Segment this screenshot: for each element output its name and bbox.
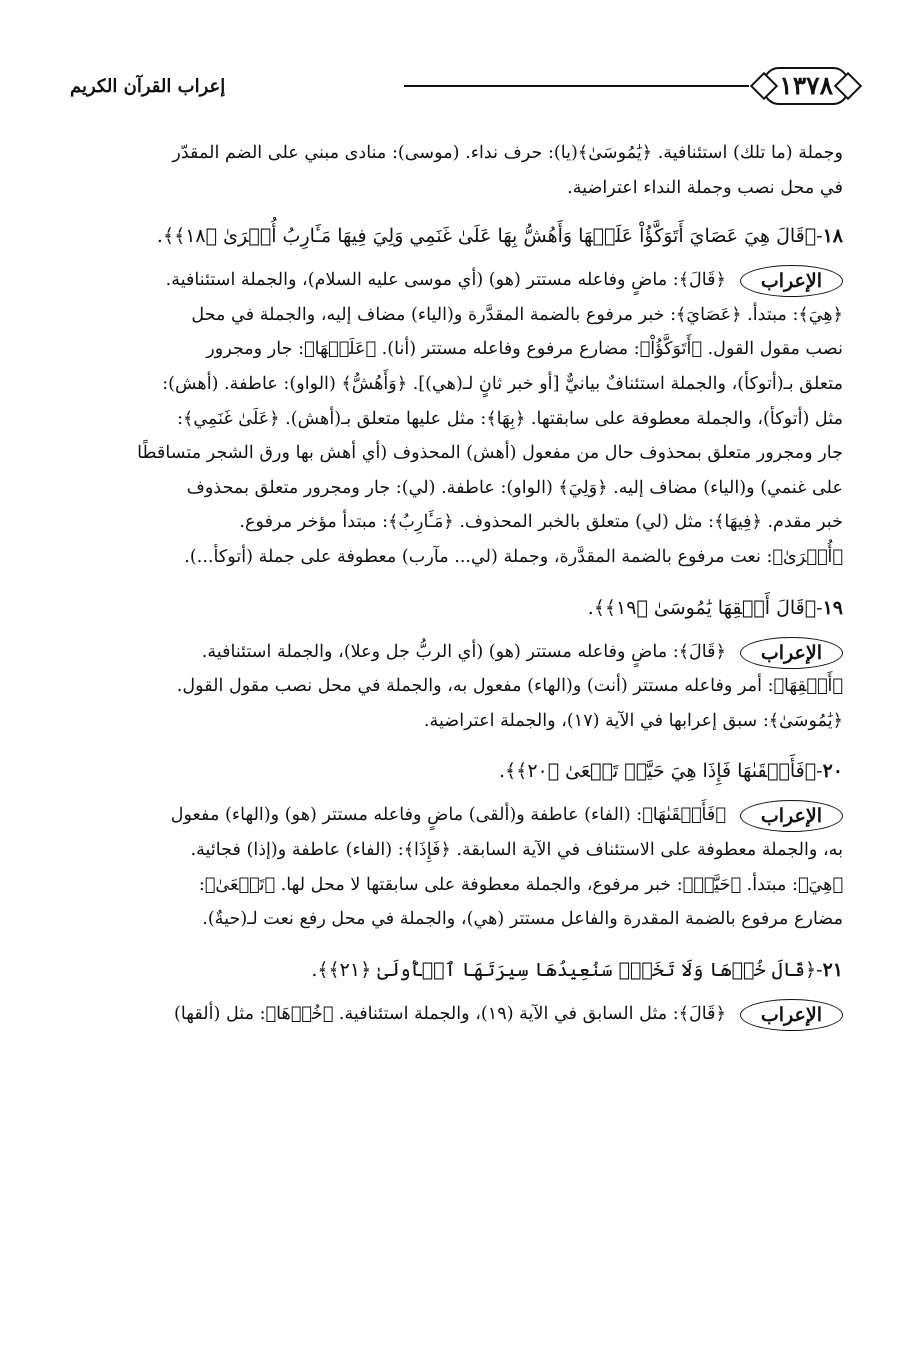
- irab-badge: الإعراب: [740, 265, 843, 297]
- irab-line: ﴿هِيَ﴾: مبتدأ. ﴿حَيَّةٞ﴾: خبر مرفوع، والجملة معطوفة على سابقتها لا محل لها. ﴿تَسۡعَىٰ﴾:: [198, 874, 843, 895]
- page-content: [82, 136, 843, 1047]
- page-number: ١٣٧٨: [779, 71, 833, 100]
- intro-line-2: في محل نصب وجملة النداء اعتراضية.: [567, 177, 843, 198]
- irab-block-20: [82, 798, 843, 936]
- irab-line: مضارع مرفوع بالضمة المقدرة والفاعل مستتر (هي)، والجملة في محل رفع نعت لـ(حيةٌ).: [202, 909, 843, 930]
- irab-line: ﴿أَلۡقِهَا﴾: أمر وفاعله مستتر (أنت) و(الهاء) مفعول به، والجملة في محل نصب مقول القول.: [176, 676, 843, 697]
- verse-text: -﴿قَالَ خُذۡهَا وَلَا تَخَفۡۖ سَنُعِيدُهَا سِيرَتَهَا ٱلۡأُولَىٰ ﴿٢١﴾﴾.: [311, 958, 823, 981]
- verse-number: ٢٠: [822, 760, 843, 783]
- irab-block-18: [82, 263, 843, 574]
- page-header: [70, 62, 853, 110]
- irab-line: ﴿قَالَ﴾: مثل السابق في الآية (١٩)، والجملة استئنافية. ﴿خُذۡهَا﴾: مثل (ألقها): [174, 1003, 726, 1024]
- verse-number: ١٨: [822, 225, 843, 248]
- irab-line: خبر مقدم. ﴿فِيهَا﴾: مثل (لي) متعلق بالخبر المحذوف. ﴿مَـَٔارِبُ﴾: مبتدأ مؤخر مرفوع.: [239, 512, 843, 533]
- irab-line: نصب مقول القول. ﴿أَتَوَكَّؤُاْ﴾: مضارع مرفوع وفاعله مستتر (أنا). ﴿عَلَيۡهَا﴾: جار ومجرور: [206, 339, 843, 360]
- irab-block-19: [82, 635, 843, 739]
- verse-text: -﴿فَأَلۡقَىٰهَا فَإِذَا هِيَ حَيَّةٞ تَسۡعَىٰ ﴿٢٠﴾﴾.: [499, 760, 823, 783]
- irab-badge: الإعراب: [740, 637, 843, 669]
- verse-21: [82, 953, 843, 987]
- intro-line-1: وجملة (ما تلك) استئنافية. ﴿يَٰمُوسَىٰ﴾(يا): حرف نداء. (موسى): منادى مبني على الضم المقدّر: [172, 143, 843, 163]
- header-rule: [404, 85, 749, 87]
- irab-line: متعلق بـ(أتوكأ)، والجملة استئنافٌ بيانيٌّ [أو خبر ثانٍ لـ(هي)]. ﴿وَأَهُشُّ﴾ (الواو): عاطفة. (أهش):: [162, 373, 843, 394]
- irab-line: ﴿هِيَ﴾: مبتدأ. ﴿عَصَايَ﴾: خبر مرفوع بالضمة المقدَّرة و(الياء) مضاف إليه، والجملة في محل: [191, 304, 843, 325]
- irab-line: على غنمي) و(الياء) مضاف إليه. ﴿وَلِيَ﴾ (الواو): عاطفة. (لي): جار ومجرور متعلق بمحذوف: [186, 477, 843, 498]
- irab-line: ﴿أُخۡرَىٰ﴾: نعت مرفوع بالضمة المقدَّرة، وجملة (لي... مآرب) معطوفة على جملة (أتوكأ...).: [184, 546, 843, 567]
- irab-line: به، والجملة معطوفة على الاستئناف في الآية السابقة. ﴿فَإِذَا﴾: (الفاء) عاطفة و(إذا) فجائية.: [190, 839, 843, 860]
- verse-20: [82, 754, 843, 788]
- irab-line: ﴿قَالَ﴾: ماضٍ وفاعله مستتر (هو) (أي الربُّ جل وعلا)، والجملة استئنافية.: [201, 641, 726, 662]
- verse-18: [82, 219, 843, 253]
- irab-badge: الإعراب: [740, 999, 843, 1031]
- verse-19: [82, 591, 843, 625]
- book-title: إعراب القرآن الكريم: [70, 75, 226, 97]
- verse-text: -﴿قَالَ أَلۡقِهَا يَٰمُوسَىٰ ﴿١٩﴾﴾.: [587, 596, 823, 619]
- irab-line: ﴿يَٰمُوسَىٰ﴾: سبق إعرابها في الآية (١٧)، والجملة اعتراضية.: [423, 710, 843, 731]
- page-number-frame: [763, 67, 849, 105]
- verse-text: -﴿قَالَ هِيَ عَصَايَ أَتَوَكَّؤُاْ عَلَيۡهَا وَأَهُشُّ بِهَا عَلَىٰ غَنَمِي وَلِيَ فِيهَا مَـَٔارِبُ أُخۡرَىٰ ﴿١٨﴾﴾.: [156, 225, 823, 248]
- irab-line: ﴿قَالَ﴾: ماضٍ وفاعله مستتر (هو) (أي موسى عليه السلام)، والجملة استئنافية.: [165, 270, 726, 291]
- irab-block-21: [82, 997, 843, 1032]
- verse-number: ٢١: [822, 958, 843, 981]
- verse-number: ١٩: [822, 596, 843, 619]
- irab-line: جار ومجرور متعلق بمحذوف حال من مفعول (أهش) المحذوف (أي أهش بها ورق الشجر متساقطًا: [137, 443, 843, 464]
- irab-line: مثل (أتوكأ)، والجملة معطوفة على سابقتها. ﴿بِهَا﴾: مثل عليها متعلق بـ(أهش). ﴿عَلَىٰ غَنَمِي﴾:: [177, 408, 843, 429]
- irab-badge: الإعراب: [740, 800, 843, 832]
- irab-line: ﴿فَأَلۡقَىٰهَا﴾: (الفاء) عاطفة و(ألقى) ماضٍ وفاعله مستتر (هو) و(الهاء) مفعول: [170, 805, 726, 826]
